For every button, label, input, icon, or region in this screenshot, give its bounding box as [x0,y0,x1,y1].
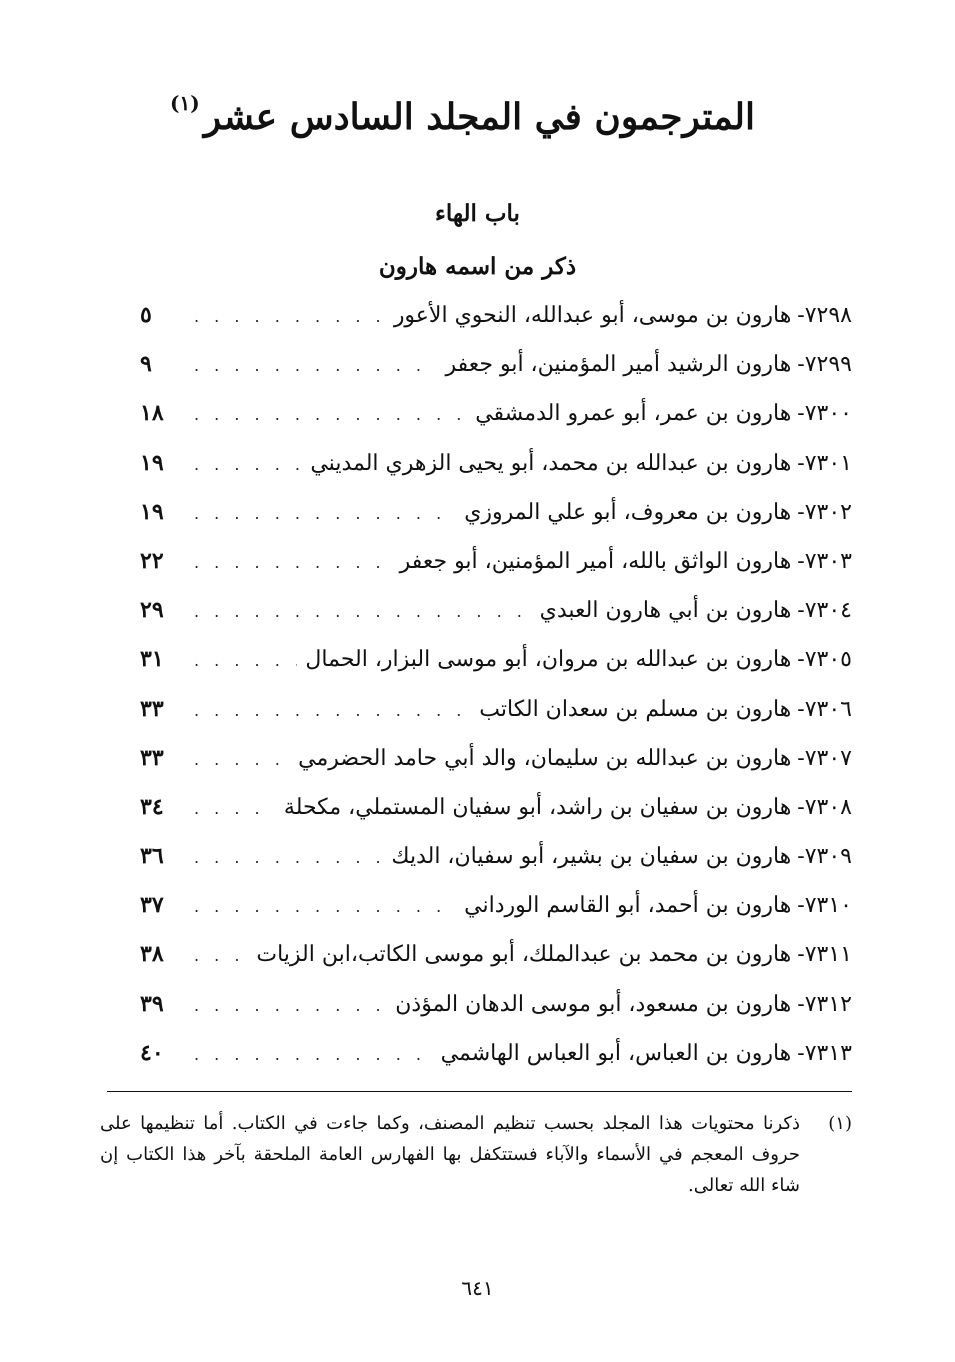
entry-number: ٧٣١٢- [797,991,852,1017]
entry-page: ١٩ [140,498,164,525]
page-number: ٦٤١ [461,1276,494,1300]
dot-leader [194,651,297,670]
entry-number: ٧٣١٣- [797,1040,852,1066]
entry-title: هارون بن مسعود، أبو موسى الدهان المؤذن [395,991,792,1017]
toc-entry [140,499,852,548]
entry-title: هارون بن عبدالله بن محمد، أبو يحيى الزهري المديني [310,450,792,476]
entry-title: هارون بن مسلم بن سعدان الكاتب [479,696,792,722]
entry-number: ٧٣٠٣- [797,548,852,574]
entry-number: ٧٣١١- [797,942,852,968]
entry-title: هارون بن معروف، أبو علي المروزي [464,499,792,525]
entry-title: هارون بن سفيان بن راشد، أبو سفيان المستملي، مكحلة [283,794,792,820]
entry-number: ٧٣١٠- [797,893,852,919]
entry-page: ٣٦ [140,843,164,870]
dot-leader [194,307,386,326]
entry-page: ٣٩ [140,990,164,1017]
dot-leader [194,504,456,523]
dot-leader [194,553,392,572]
entry-title: هارون بن أحمد، أبو القاسم الورداني [464,893,792,919]
toc-entry [140,892,852,941]
dot-leader [194,848,383,867]
dot-leader [194,897,456,916]
footnote-marker: (١) [828,1113,852,1134]
footnote-text: ذكرنا محتويات هذا المجلد بحسب تنظيم المصنف، وكما جاءت في الكتاب. أما تنظيمها على حروف المعجم في الأسماء والآباء فستتكفل بها الفهارس العامة الملحقة بآخر هذا الكتاب إن شاء الله تعالى. [100,1113,800,1196]
entry-page: ٣٣ [140,695,164,722]
toc-entry [140,696,852,745]
entry-page: ٣٨ [140,941,164,968]
toc-entry [140,646,852,695]
entry-title: هارون بن أبي هارون العبدي [539,598,792,624]
toc-entry [140,1040,852,1089]
entry-number: ٧٣٠٩- [797,844,852,870]
entry-title: هارون الرشيد أمير المؤمنين، أبو جعفر [445,352,792,378]
toc-entry [140,745,852,794]
toc-entry [140,991,852,1040]
entry-page: ٩ [140,351,152,378]
footnote-divider [107,1091,852,1092]
dot-leader [194,356,437,375]
entry-number: ٧٣٠٧- [797,745,852,771]
title-footnote-ref: (١) [170,91,200,115]
entry-number: ٧٣٠٢- [797,499,852,525]
entry-page: ٣٧ [140,892,164,919]
entry-title: هارون بن عبدالله بن مروان، أبو موسى البزار، الحمال [305,647,792,673]
entry-page: ١٩ [140,449,164,476]
entry-number: ٧٣٠٦- [797,696,852,722]
toc-entry [140,794,852,843]
entry-page: ١٨ [140,400,164,427]
entry-number: ٧٣٠٤- [797,598,852,624]
page-title [170,91,755,138]
entry-title: هارون بن عبدالله بن سليمان، والد أبي حامد الحضرمي [298,745,792,771]
table-of-contents [140,302,852,1089]
toc-entry [140,450,852,499]
dot-leader [194,405,467,424]
page-title-text: المترجمون في المجلد السادس عشر [203,96,755,138]
dot-leader [194,602,532,621]
subheading: ذكر من اسمه هارون [378,253,577,280]
toc-entry [140,351,852,400]
entry-page: ٣١ [140,646,164,673]
toc-entry [140,941,852,990]
entry-title: هارون بن سفيان بن بشير، أبو سفيان، الديك [391,844,792,870]
entry-number: ٧٢٩٩- [797,352,852,378]
dot-leader [194,455,302,474]
entry-page: ٥ [140,302,152,328]
toc-entry [140,597,852,646]
entry-page: ٣٤ [140,793,164,820]
dot-leader [194,996,387,1015]
toc-entry [140,548,852,597]
entry-title: هارون بن محمد بن عبدالملك، أبو موسى الكاتب،ابن الزيات [256,942,792,968]
dot-leader [194,799,276,818]
toc-entry [140,302,852,351]
entry-number: ٧٣٠١- [797,450,852,476]
toc-entry [140,400,852,449]
toc-entry [140,843,852,892]
entry-title: هارون بن موسى، أبو عبدالله، النحوي الأعور [393,303,792,328]
footnote [92,1108,852,1201]
entry-page: ٣٣ [140,744,164,771]
entry-title: هارون بن عمر، أبو عمرو الدمشقي [475,401,792,427]
entry-page: ٢٢ [140,547,164,574]
entry-page: ٤٠ [140,1039,164,1066]
entry-number: ٧٣٠٨- [797,794,852,820]
entry-page: ٢٩ [140,597,164,624]
entry-title: هارون الواثق بالله، أمير المؤمنين، أبو جعفر [399,548,792,574]
chapter-heading: باب الهاء [435,200,520,227]
dot-leader [194,701,471,720]
entry-number: ٧٢٩٨- [797,303,852,328]
entry-number: ٧٣٠٥- [797,647,852,673]
dot-leader [194,1045,433,1064]
entry-number: ٧٣٠٠- [797,401,852,427]
entry-title: هارون بن العباس، أبو العباس الهاشمي [440,1040,792,1066]
dot-leader [194,750,290,769]
dot-leader [194,946,248,965]
